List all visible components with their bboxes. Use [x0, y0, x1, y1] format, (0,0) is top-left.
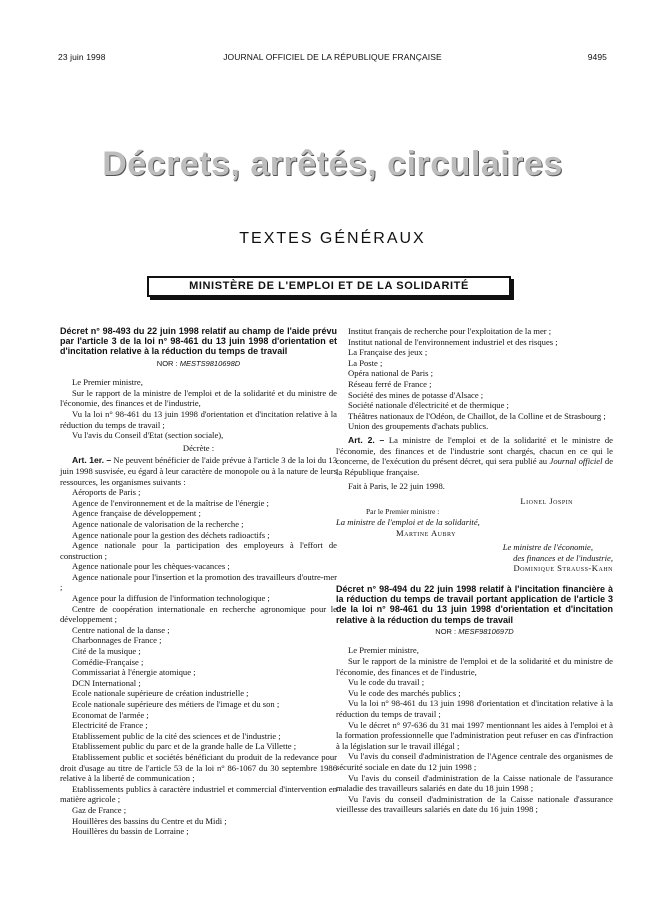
decree2-paragraph: Vu l'avis du conseil d'administration de la Caisse nationale de l'assurance maladie des travailleurs salariés en date du 18 juin 1998 ; — [336, 772, 613, 794]
decree1-nor — [60, 359, 337, 370]
organisation-item: Charbonnages de France ; — [72, 635, 162, 646]
organisation-item: Etablissement public de la cité des sciences et de l'industrie ; — [72, 730, 281, 741]
organisation-list-continued — [336, 326, 613, 432]
header-date: 23 juin 1998 — [58, 52, 106, 62]
by-prime-minister: Par le Premier ministre : — [366, 506, 440, 516]
organisation-item: Aéroports de Paris ; — [72, 487, 141, 498]
organisation-list — [60, 487, 337, 837]
minister2-role-b: des finances et de l'industrie, — [513, 552, 613, 563]
journal-officiel-ref: Journal officiel — [549, 456, 603, 467]
ministry-box: MINISTÈRE DE L'EMPLOI ET DE LA SOLIDARITÉ — [147, 276, 511, 297]
organisation-item: Centre de coopération internationale en recherche agronomique pour le développement ; — [60, 603, 337, 625]
signer-minister1: Martine Aubry — [396, 527, 456, 538]
nor-label: NOR : — [435, 626, 457, 636]
intro-line: Le Premier ministre, — [72, 377, 143, 388]
decree2-body — [336, 645, 613, 815]
minister1-role: La ministre de l'emploi et de la solidarité, — [336, 517, 480, 528]
signer-minister2: Dominique Strauss-Kahn — [513, 563, 613, 574]
organisation-item: Comédie-Française ; — [72, 656, 144, 667]
organisation-item: Théâtres nationaux de l'Odéon, de Chaillot, de la Colline et de Strasbourg ; — [348, 410, 606, 421]
decree2-paragraph: Vu l'avis du conseil d'administration de la Caisse nationale d'assurance vieillesse des travailleurs salariés en date du 16 juin 1998 ; — [336, 793, 613, 815]
decree2-paragraph: Vu le code des marchés publics ; — [348, 687, 461, 698]
organisation-item: Agence nationale pour la gestion des déchets radioactifs ; — [72, 529, 270, 540]
organisation-item: Centre national de la danse ; — [72, 624, 170, 635]
decree2-paragraph: Sur le rapport de la ministre de l'emploi et de la solidarité et du ministre de l'économie, des finances et de l'industrie, — [336, 656, 613, 677]
decrete-line: Décrète : — [182, 442, 215, 453]
page-number: 9495 — [587, 52, 607, 62]
decree2-paragraph: Le Premier ministre, — [348, 645, 419, 656]
organisation-item: Economat de l'armée ; — [72, 709, 149, 720]
organisation-item: Institut national de l'environnement industriel et des risques ; — [348, 336, 558, 347]
article-2-label: Art. 2. – — [348, 434, 385, 445]
organisation-item: Société des mines de potasse d'Alsace ; — [348, 389, 484, 400]
organisation-item: Commissariat à l'énergie atomique ; — [72, 667, 196, 678]
signer-prime-minister: Lionel Jospin — [520, 495, 573, 506]
decree2-paragraph: Vu le code du travail ; — [348, 677, 425, 688]
organisation-item: Agence française de développement ; — [72, 508, 201, 519]
organisation-item: Agence nationale pour l'insertion et la promotion des travailleurs d'outre-mer ; — [60, 571, 337, 593]
organisation-item: Union des groupements d'achats publics. — [348, 421, 489, 432]
section-banner: Décrets, arrêtés, circulaires — [102, 145, 563, 183]
intro-line: Sur le rapport de la ministre de l'emploi et de la solidarité et du ministre de l'économie, des finances et de l'industrie, — [60, 387, 337, 409]
organisation-item: Agence de l'environnement et de la maîtrise de l'énergie ; — [72, 497, 269, 508]
organisation-item: Institut français de recherche pour l'exploitation de la mer ; — [348, 326, 552, 336]
article-1-text: Ne peuvent bénéficier de l'aide prévue à l'article 3 de la loi du 13 juin 1998 susvisée, eu égard à leur caractère de monopole ou à la nature de leurs ressources, les organismes suivants : — [60, 455, 337, 487]
organisation-item: Ecole nationale supérieure des métiers de l'image et du son ; — [72, 699, 280, 710]
organisation-item: Cité de la musique ; — [72, 646, 141, 657]
minister2-role-a: Le ministre de l'économie, — [502, 542, 593, 553]
organisation-item: Gaz de France ; — [72, 804, 127, 815]
decree2-nor — [336, 627, 613, 638]
article-2-text-b: de la République française. — [336, 456, 614, 477]
done-at: Fait à Paris, le 22 juin 1998. — [348, 481, 445, 492]
article-2 — [336, 435, 613, 477]
decree2-paragraph: Vu l'avis du conseil d'administration de l'Agence centrale des organismes de sécurité sociale en date du 12 juin 1998 ; — [336, 751, 613, 772]
decree2-paragraph: Vu la loi n° 98-461 du 13 juin 1998 d'orientation et d'incitation relative à la réduction du temps de travail ; — [336, 698, 613, 720]
organisation-item: Ecole nationale supérieure de création industrielle ; — [72, 688, 249, 699]
organisation-item: Opéra national de Paris ; — [348, 368, 433, 379]
organisation-item: DCN International ; — [72, 677, 141, 688]
organisation-item: La Française des jeux ; — [348, 347, 428, 358]
nor-code: MESTS9810698D — [179, 358, 241, 368]
section-heading: TEXTES GÉNÉRAUX — [239, 230, 426, 247]
decree2-title: Décret n° 98-494 du 22 juin 1998 relatif à l'incitation financière à la réduction du temps de travail portant application de l'article 3 de la loi n° 98-461 du 13 juin 1998 d'orientation et d'incitation relative à la réduction du temps de travail — [336, 584, 613, 625]
organisation-item: Agence nationale de valorisation de la recherche ; — [72, 518, 244, 529]
decree1-title: Décret n° 98-493 du 22 juin 1998 relatif au champ de l'aide prévu par l'article 3 de la loi n° 98-461 du 13 juin 1998 d'orientation et d'incitation relative à la réduction du temps de travail — [60, 326, 337, 357]
article-2-text-a: La ministre de l'emploi et de la solidarité et le ministre de l'économie, des finances et de l'industrie sont chargés, chacun en ce qui le concerne, de l'exécution du présent décret, qui sera publié au — [336, 434, 613, 467]
organisation-item: Electricité de France ; — [72, 720, 148, 731]
organisation-item: Houillères du bassin de Lorraine ; — [72, 826, 189, 837]
organisation-item: Réseau ferré de France ; — [348, 378, 432, 389]
nor-label: NOR : — [156, 358, 178, 368]
organisation-item: Etablissement public du parc et de la grande halle de La Villette ; — [72, 741, 297, 752]
right-column — [336, 326, 613, 815]
left-column — [60, 326, 337, 837]
organisation-item: Agence pour la diffusion de l'information technologique ; — [72, 593, 270, 604]
organisation-item: La Poste ; — [348, 357, 383, 368]
organisation-item: Etablissements publics à caractère industriel et commercial d'intervention en matière agricole ; — [60, 783, 337, 805]
organisation-item: Société nationale d'électricité et de thermique ; — [348, 400, 509, 411]
organisation-item: Houillères des bassins du Centre et du Midi ; — [72, 815, 227, 826]
organisation-item: Etablissement public et sociétés bénéficiant du produit de la redevance pour droit d'usage au titre de l'article 53 de la loi n° 86-1067 du 30 septembre 1986 relative à la liberté de communication ; — [60, 751, 337, 784]
organisation-item: Agence nationale pour la participation des employeurs à l'effort de construction ; — [60, 540, 337, 561]
organisation-item: Agence nationale pour les chèques-vacances ; — [72, 561, 230, 572]
intro-line: Vu l'avis du Conseil d'Etat (section sociale), — [72, 430, 224, 441]
article-1 — [60, 455, 337, 487]
article-1-label: Art. 1er. – — [72, 455, 112, 466]
decree2-paragraph: Vu le décret n° 97-636 du 31 mai 1997 mentionnant les aides à l'emploi et à la formation professionnelle que l'administration peut refuser en cas d'infraction à la législation sur le travail illégal ; — [336, 719, 613, 751]
journal-title: JOURNAL OFFICIEL DE LA RÉPUBLIQUE FRANÇAISE — [223, 52, 442, 62]
nor-code: MESF9810697D — [458, 626, 514, 636]
intro-line: Vu la loi n° 98-461 du 13 juin 1998 d'orientation et d'incitation relative à la réduction du temps de travail ; — [60, 408, 337, 430]
